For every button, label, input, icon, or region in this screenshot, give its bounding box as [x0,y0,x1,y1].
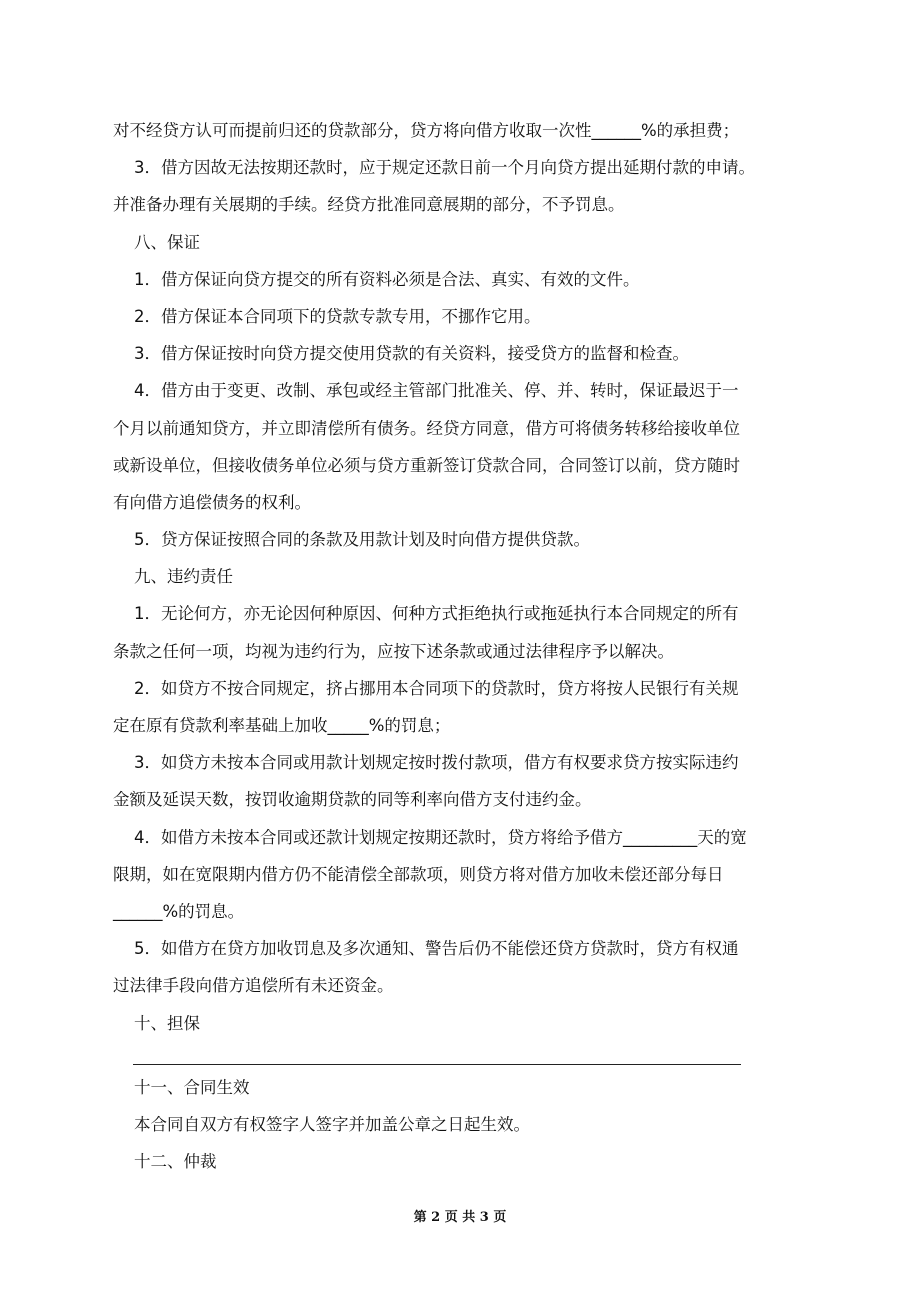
section-heading: 十一、合同生效 [134,1077,250,1097]
paragraph-line: 3．如贷方未按本合同或用款计划规定按时拨付款项，借方有权要求贷方按实际违约 [134,753,739,773]
paragraph-line: 4．借方由于变更、改制、承包或经主管部门批准关、停、并、转时，保证最迟于一 [134,381,739,401]
paragraph-line: 4．如借方未按本合同或还款计划规定按期还款时，贷方将给予借方_________天的宽 [134,827,747,847]
paragraph-line: 或新设单位，但接收债务单位必须与贷方重新签订贷款合同，合同签订以前，贷方随时 [113,455,740,475]
section-heading: 十二、仲裁 [134,1152,217,1172]
paragraph-line: 5．贷方保证按照合同的条款及用款计划及时向借方提供贷款。 [134,530,590,550]
paragraph-line: 个月以前通知贷方，并立即清偿所有债务。经贷方同意，借方可将债务转移给接收单位 [113,418,740,438]
paragraph-line: 有向借方追偿债务的权利。 [113,492,311,512]
paragraph-line: 金额及延误天数，按罚收逾期贷款的同等利率向借方支付违约金。 [113,790,592,810]
guarantee-blank-line [133,1064,741,1065]
paragraph-line: 定在原有贷款利率基础上加收_____%的罚息； [113,716,451,735]
paragraph-line: 条款之任何一项，均视为违约行为，应按下述条款或通过法律程序予以解决。 [113,641,674,661]
paragraph-line: 并准备办理有关展期的手续。经贷方批准同意展期的部分，不予罚息。 [113,195,625,215]
section-heading: 九、违约责任 [134,567,233,587]
section-heading: 八、保证 [134,232,200,252]
paragraph-line: ______%的罚息。 [113,901,245,921]
paragraph-line: 3．借方保证按时向贷方提交使用贷款的有关资料，接受贷方的监督和检查。 [134,344,689,364]
paragraph-line: 过法律手段向借方追偿所有未还资金。 [113,976,394,996]
paragraph-line: 2．如贷方不按合同规定，挤占挪用本合同项下的贷款时，贷方将按人民银行有关规 [134,678,739,698]
section-heading: 十、担保 [134,1013,200,1033]
paragraph-line: 3．借方因故无法按期还款时，应于规定还款日前一个月向贷方提出延期付款的申请。 [134,158,755,178]
paragraph-line: 2．借方保证本合同项下的贷款专款专用，不挪作它用。 [134,306,541,326]
paragraph-line: 对不经贷方认可而提前归还的贷款部分，贷方将向借方收取一次性______%的承担费； [113,121,740,140]
paragraph-line: 限期，如在宽限期内借方仍不能清偿全部款项，则贷方将对借方加收未偿还部分每日 [113,864,724,884]
document-body [113,112,825,1180]
paragraph-line: 5．如借方在贷方加收罚息及多次通知、警告后仍不能偿还贷方贷款时，贷方有权通 [134,939,739,959]
page-footer: 第 2 页 共 3 页 [413,1210,507,1225]
paragraph-line: 本合同自双方有权签字人签字并加盖公章之日起生效。 [134,1114,530,1134]
paragraph-line: 1．借方保证向贷方提交的所有资料必须是合法、真实、有效的文件。 [134,269,640,289]
paragraph-line: 1．无论何方，亦无论因何种原因、何种方式拒绝执行或拖延执行本合同规定的所有 [134,604,739,624]
